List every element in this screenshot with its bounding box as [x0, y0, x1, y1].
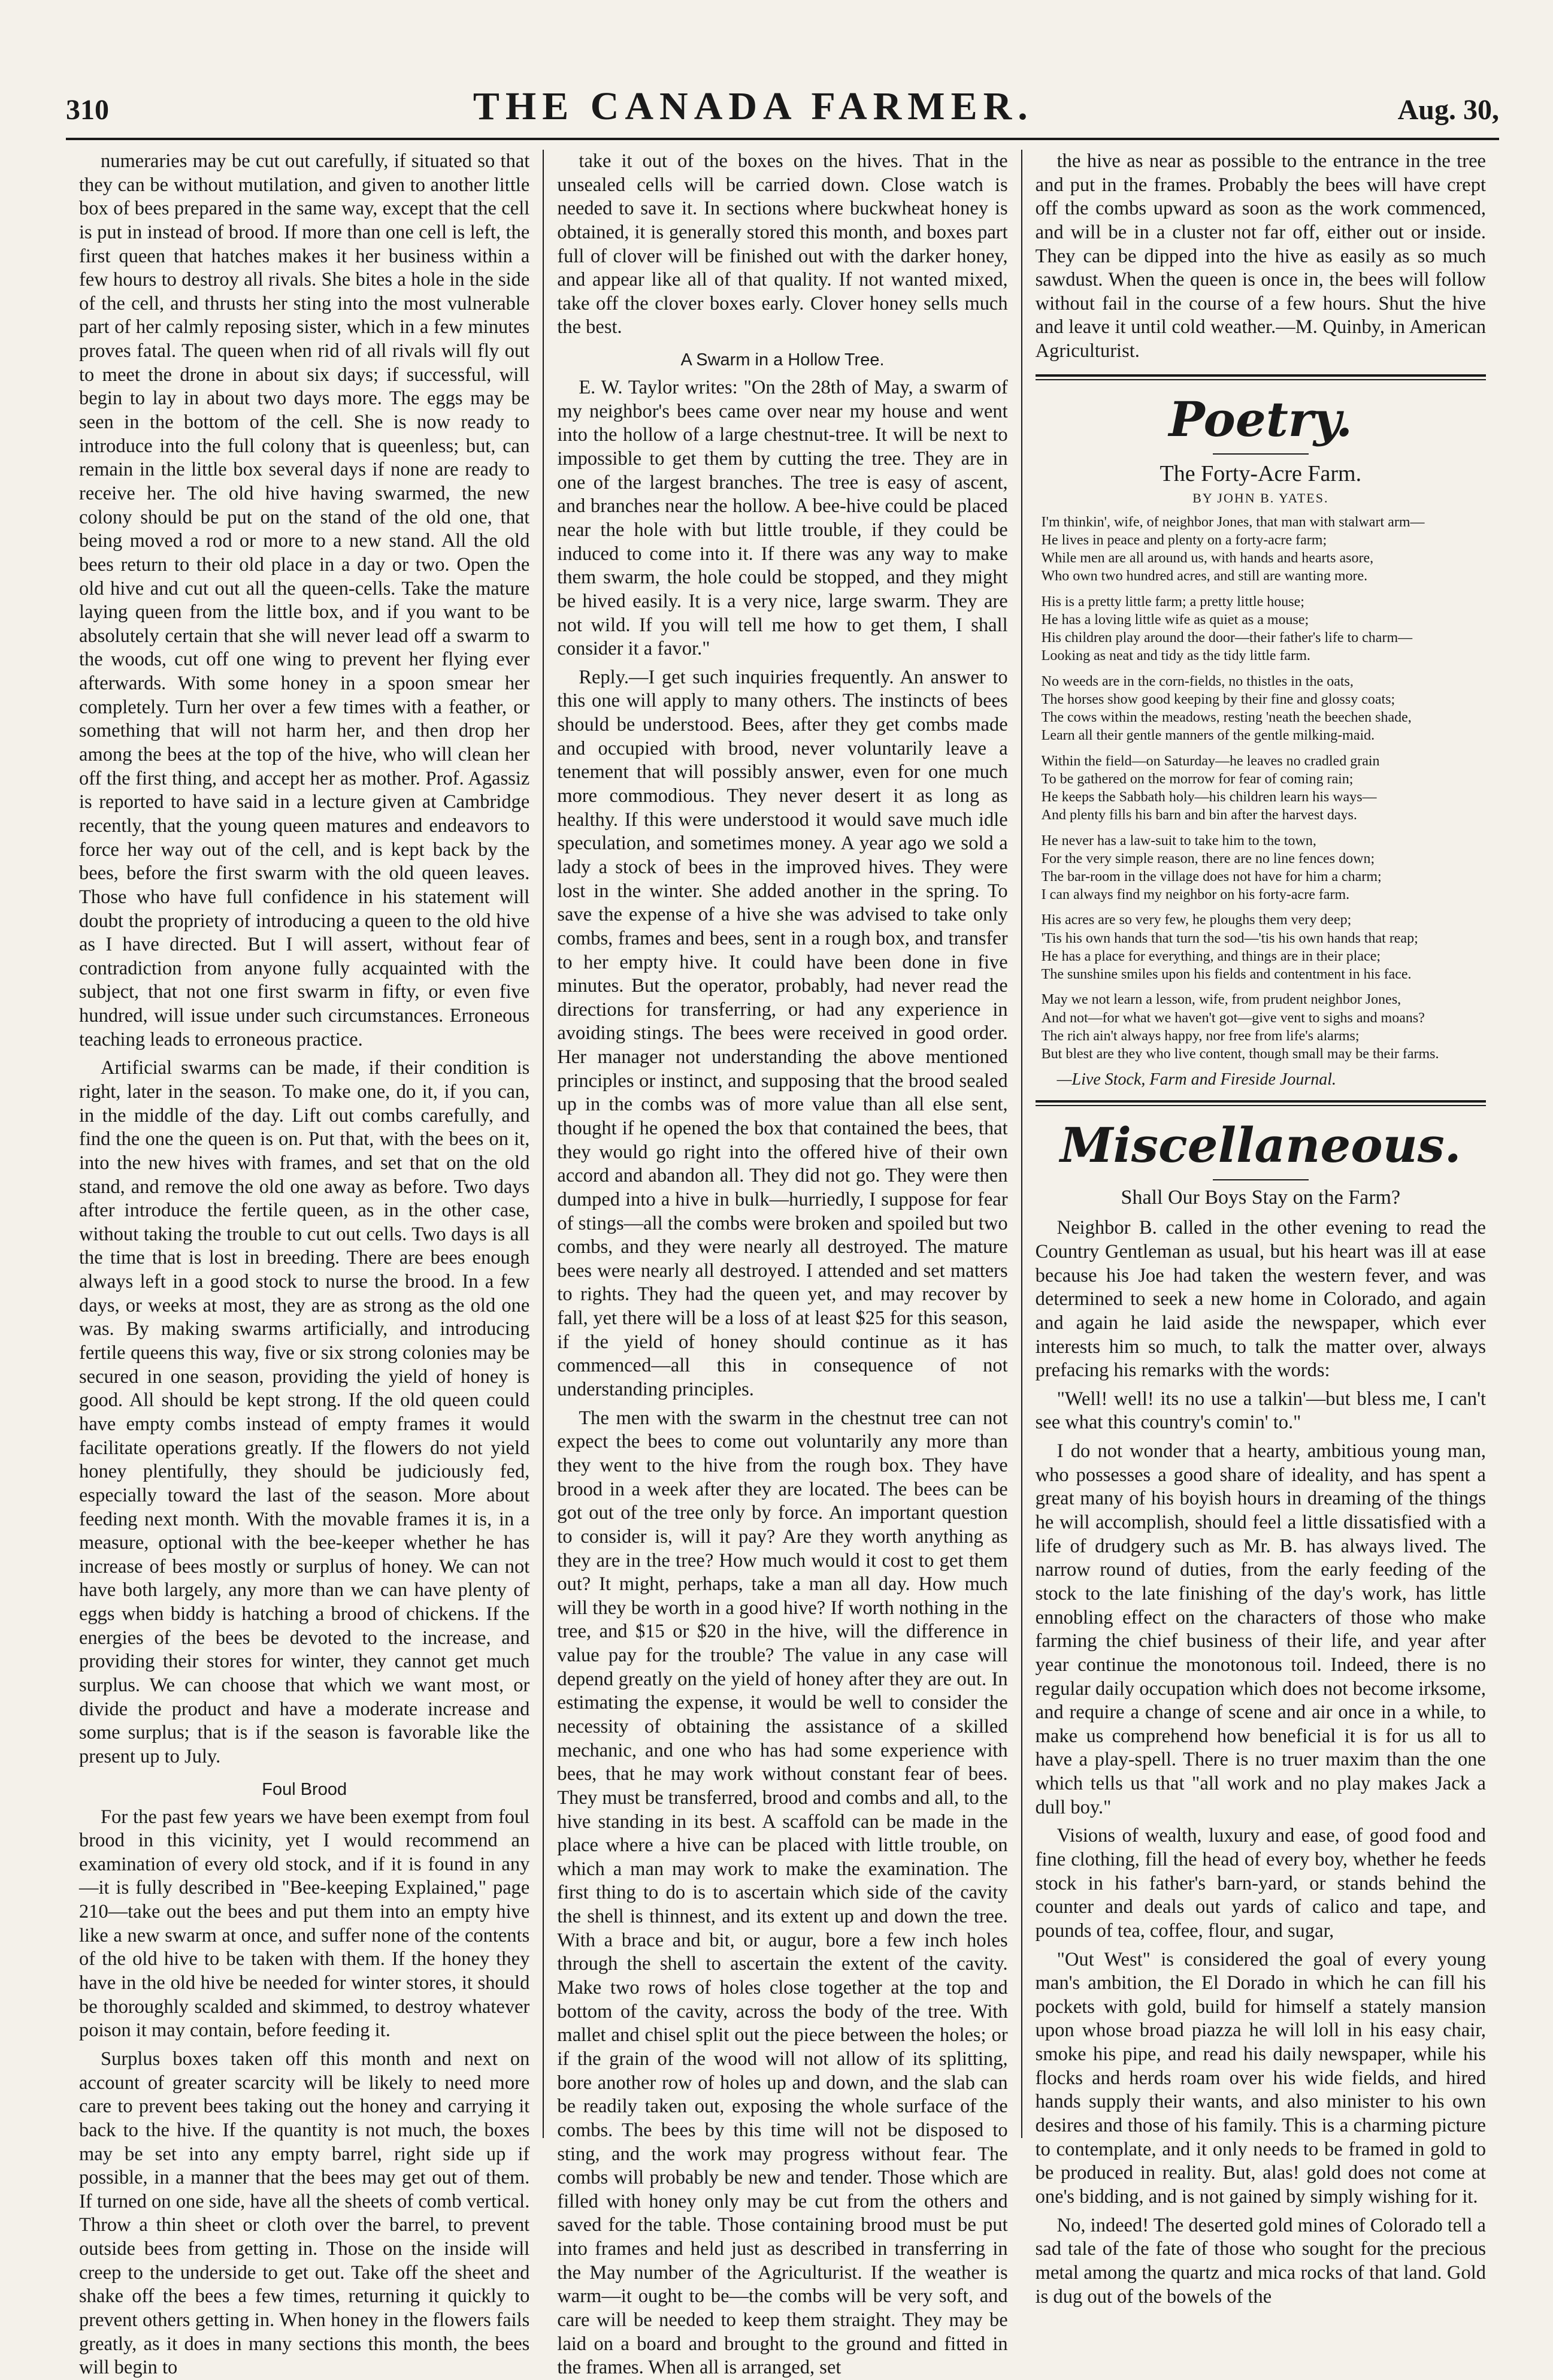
- poem-stanza: [1042, 752, 1486, 825]
- poem-line: I'm thinkin', wife, of neighbor Jones, that man with stalwart arm—: [1041, 514, 1425, 530]
- poem-line: The bar-room in the village does not have for him a charm;: [1041, 868, 1382, 885]
- page-number: 310: [66, 94, 109, 126]
- poem-line: He keeps the Sabbath holy—his children learn his ways—: [1041, 789, 1377, 806]
- paragraph: Artificial swarms can be made, if their condition is right, later in the season. To make one, do it, if you can, in the middle of the day. Lift out combs carefully, and find the one the queen is on. Put that, with the bees on it, into the new hives with frames, and set that on the old stand, and remove the old one away as before. Two days after introduce the fertile queen, as in the other case, without taking the trouble to cut out cells. Two days is all the time that is lost in breeding. There are bees enough always left in a good stock to nurse the brood. In a few days, or weeks at most, they are as strong as the old one was. By making swarms artificially, and introducing fertile queens this way, five or six strong colonies may be secured in one season, providing the yield of honey is good. All should be kept strong. If the old queen could have empty combs instead of empty frames it would facilitate operations greatly. If the flowers do not yield honey plentifully, they should be judiciously fed, especially toward the last of the season. More about feeding next month. With the movable frames it is, in a measure, optional with the bee-keeper whether he has increase of bees mostly or surplus of honey. We can not have both largely, any more than we can have plenty of eggs when biddy is hatching a brood of chickens. If the energies of the bees be devoted to the increase, and providing their stores for winter, they cannot get much surplus. We can choose that which we want most, or divide the product and have a moderate increase and some surplus; that is if the season is favorable like the present up to July.: [79, 1057, 530, 1767]
- paragraph: Surplus boxes taken off this month and next on account of greater scarcity will be likely to need more care to prevent bees taking out the honey and carrying it back to the hive. If the quantity is not much, the boxes may be set into any empty barrel, right side up if possible, in a manner that the bees may get out of them. If turned on one side, have all the sheets of comb vertical. Throw a thin sheet or cloth over the barrel, to prevent outside bees from getting in. Those on the inside will creep to the underside to get out. Take off the sheet and shake off the bees a few times, returning it quickly to prevent others getting in. When honey in the flowers fails greatly, as it does in many sections this month, the bees will begin to: [79, 2048, 530, 2379]
- divider: [1213, 453, 1309, 455]
- section-title-poetry: Poetry.: [1168, 390, 1353, 447]
- poem-line: While men are all around us, with hands and hearts asore,: [1041, 550, 1374, 567]
- newspaper-title: THE CANADA FARMER.: [473, 84, 1034, 128]
- poem-byline: BY JOHN B. YATES.: [1192, 490, 1329, 505]
- column-2: [543, 150, 1021, 2379]
- divider: [1213, 1179, 1309, 1180]
- poem-line: He lives in peace and plenty on a forty-acre farm;: [1041, 532, 1327, 548]
- paragraph: For the past few years we have been exempt from foul brood in this vicinity, yet I would recommend an examination of every old stock, and if it is found in any—it is fully described in "Bee-keeping Explained," page 210—take out the bees and put them into an empty hive like a new swarm at once, and suffer none of the contents of the old hive to be taken with them. If the honey they have in the old hive be needed for winter stores, it should be thoroughly scalded and skimmed, to destroy whatever poison it may contain, before feeding it.: [79, 1806, 530, 2042]
- paragraph: No, indeed! The deserted gold mines of Colorado tell a sad tale of the fate of those who sought for the precious metal among the quartz and mica rocks of that land. Gold is dug out of the bowels of the: [1035, 2214, 1486, 2308]
- issue-date: Aug. 30,: [1397, 94, 1499, 126]
- poem-stanza: [1042, 832, 1486, 904]
- paragraph: E. W. Taylor writes: "On the 28th of May, a swarm of my neighbor's bees came over near my house and went into the hollow of a large chestnut-tree. It will be next to impossible to get them by cutting the tree. They are in one of the largest branches. The tree is easy of ascent, and branches near the hollow. A bee-hive could be placed near the hole with but little trouble, if they could be induced to come into it. If there was any way to make them swarm, the hole could be stopped, and they might be hived easily. It is a very nice, large swarm. They are not wild. If you will tell me how to get them, I shall consider it a favor.": [557, 377, 1008, 660]
- poem-stanza: [1042, 911, 1486, 983]
- poem-title: The Forty-Acre Farm.: [1160, 461, 1362, 486]
- column-1: [66, 150, 543, 2379]
- paragraph: I do not wonder that a hearty, ambitious young man, who possesses a good share of ideality, and has spent a great many of his boyish hours in dreaming of the things he will accomplish, should feel a little dissatisfied with a life of drudgery such as Mr. B. has always lived. The narrow round of duties, from the early feeding of the stock to the late finishing of the day's work, has little ennobling effect on the characters of those who make farming the chief business of their life, and year after year continue the monotonous toil. Indeed, there is no regular daily occupation which does not become irksome, and require a change of scene and air once in a while, to make us comprehend how beneficial it is for us all to have a play-spell. There is no truer maxim than the one which tells us that "all work and no play makes Jack a dull boy.": [1035, 1440, 1486, 1818]
- section-divider: [1036, 1100, 1486, 1106]
- poem-stanza: [1042, 673, 1486, 745]
- subheading-swarm-hollow-tree: A Swarm in a Hollow Tree.: [680, 350, 885, 370]
- poem-line: He has a loving little wife as quiet as a mouse;: [1041, 611, 1309, 628]
- poem-line: Within the field—on Saturday—he leaves no cradled grain: [1041, 753, 1380, 769]
- paragraph: numeraries may be cut out carefully, if situated so that they can be without mutilation, and given to another little box of bees prepared in the same way, except that the cell is put in instead of brood. If more than one cell is left, the first queen that hatches makes it her business within a few hours to destroy all rivals. She bites a hole in the side of the cell, and thrusts her sting into the most vulnerable part of her calmly reposing sister, which in a few minutes proves fatal. The queen when rid of all rivals will fly out to meet the drone in about six days; if successful, will begin to lay in about two days more. The eggs may be seen in the bottom of the cell. She is now ready to introduce into the full colony that is queenless; but, can remain in the little box several days if none are ready to receive her. The old hive having swarmed, the new colony should be put on the stand of the old one, that being moved a rod or more to a new stand. All the old bees return to their old place in a day or two. Open the old hive and cut out all the queen-cells. Take the mature laying queen from the little box, and if you want to be absolutely certain that she will never lead off a swarm to the woods, cut off one wing to prevent her flying ever afterwards. With some honey in a spoon smear her completely. Turn her over a few times with a feather, or something that will not harm her, and then drop her among the bees at the top of the hive, who will clean her off the first thing, and accept her as mother. Prof. Agassiz is reported to have said in a lecture given at Cambridge recently, that the young queen matures and endeavors to force her way out of the cell, and is kept back by the bees, before the first swarm with the old queen leaves. Those who have full confidence in his statement will doubt the propriety of introducing a queen to the old hive as I have directed. But I will assert, without fear of contradiction from anyone fully acquainted with the subject, that not one first swarm in fifty, or even five hundred, will issue under such circumstances. Erroneous teaching leads to erroneous practice.: [79, 150, 530, 1050]
- poem-stanza: [1042, 513, 1486, 586]
- poem-line: His is a pretty little farm; a pretty little house;: [1041, 594, 1304, 610]
- poem-line: And not—for what we haven't got—give vent to sighs and moans?: [1041, 1010, 1425, 1026]
- poem-line: Who own two hundred acres, and still are wanting more.: [1041, 568, 1368, 585]
- poem-line: His acres are so very few, he ploughs them very deep;: [1041, 912, 1352, 928]
- poem-line: Learn all their gentle manners of the gentle milking-maid.: [1041, 728, 1375, 744]
- column-3: [1021, 150, 1499, 2308]
- poem-stanza: [1042, 593, 1486, 665]
- poem-line: He never has a law-suit to take him to the town,: [1041, 832, 1316, 849]
- poem-line: And plenty fills his barn and bin after the harvest days.: [1041, 807, 1357, 823]
- poem-line: His children play around the door—their father's life to charm—: [1041, 630, 1413, 646]
- poem-line: The horses show good keeping by their fine and glossy coats;: [1041, 691, 1395, 707]
- paragraph: Reply.—I get such inquiries frequently. An answer to this one will apply to many others. The instincts of bees should be understood. Bees, after they get combs made and occupied with brood, never voluntarily leave a tenement that will possibly answer, even for one much more commodious. They never desert it as long as healthy. If this were understood it would save much idle speculation, and sometimes money. A year ago we sold a lady a stock of bees in the improved hives. They were lost in the winter. She added another in the spring. To save the expense of a hive she was advised to take only combs, frames and bees, sent in a rough box, and transfer to her empty hive. It could have been done in five minutes. But the operator, probably, had never read the directions for transferring, or had any experience in avoiding stings. The bees were received in good order. Her manager not understanding the above mentioned principles or instinct, and supposing that the brood sealed up in the combs was of more value than all else sent, thought if he opened the box that contained the bees, that they would go right into the offered hive of their own accord and abandon all. They did not go. They were then dumped into a hive in bulk—hurriedly, I suppose for fear of stings—all the combs were broken and spoiled but two combs, and they were nearly all destroyed. The mature bees were nearly all destroyed. I attended and set matters to rights. They had the queen yet, and may recover by fall, yet there will be a loss of at least $25 for this season, if the yield of honey should continue as it has commenced—all this in consequence of not understanding principles.: [557, 666, 1008, 1401]
- paragraph: take it out of the boxes on the hives. That in the unsealed cells will be carried down. Close watch is needed to save it. In sections where buckwheat honey is obtained, it is generally stored this month, and boxes part full of clover will be finished out with the darker honey, and appear like all of that quality. If not wanted mixed, take off the clover boxes early. Clover honey sells much the best.: [557, 150, 1008, 338]
- poem-line: May we not learn a lesson, wife, from prudent neighbor Jones,: [1041, 992, 1401, 1008]
- poem-line: The rich ain't always happy, nor free from life's alarms;: [1041, 1028, 1360, 1044]
- poem-line: To be gathered on the morrow for fear of coming rain;: [1041, 771, 1354, 787]
- poem-stanza: [1042, 991, 1486, 1063]
- subheading-foul-brood: Foul Brood: [262, 1779, 347, 1799]
- poem-line: Looking as neat and tidy as the tidy little farm.: [1041, 648, 1310, 664]
- paragraph: Neighbor B. called in the other evening to read the Country Gentleman as usual, but his heart was ill at ease because his Joe had taken the western fever, and was determined to seek a new home in Colorado, and again and again he laid aside the newspaper, which ever interests him so much, to talk the matter over, always prefacing his remarks with the words:: [1035, 1217, 1486, 1382]
- paragraph: The men with the swarm in the chestnut tree can not expect the bees to come out voluntarily any more than they went to the hive from the rough box. They have brood in a week after they are located. The bees can be got out of the tree only by force. An important question to consider is, will it pay? Are they worth anything as they are in the tree? How much would it cost to get them out? It might, perhaps, take a man all day. How much will they be worth in a good hive? If worth nothing in the tree, and $15 or $20 in the hive, will the difference in value pay for the trouble? The value in any case will depend greatly on the yield of honey after they are out. In estimating the expense, it would be well to consider the necessity of obtaining the assistance of a skilled mechanic, and one who has had some experience with bees, that he may work without constant fear of bees. They must be transferred, brood and combs and all, to the hive standing in its best. A scaffold can be made in the place where a hive can be placed with little trouble, on which a man may work to make the examination. The first thing to do is to ascertain which side of the cavity the shell is thinnest, and its extent up and down the tree. With a brace and bit, or augur, bore a few inch holes through the shell to ascertain the extent of the cavity. Make two rows of holes close together at the top and bottom of the cavity, across the body of the tree. With mallet and chisel split out the piece between the holes; or if the grain of the wood will not allow of its splitting, bore another row of holes up and down, and the slab can be readily taken out, exposing the whole surface of the combs. The bees by this time will not be disposed to sting, and the work may progress without fear. The combs will probably be new and tender. Those which are filled with honey only may be cut from the others and saved for the table. Those containing brood must be put into frames and held just as described in transferring in the May number of the Agriculturist. If the weather is warm—it ought to be—the combs will be very soft, and care will be needed to keep them straight. They may be laid on a board and brought to the ground and fitted in the frames. When all is arranged, set: [557, 1407, 1008, 2379]
- paragraph: "Out West" is considered the goal of every young man's ambition, the El Dorado in which he can fill his pockets with gold, build for himself a stately mansion upon whose broad piazza he will loll in his easy chair, smoke his pipe, and read his daily newspaper, while his flocks and herds roam over his wide fields, and hired hands supply their wants, and also minister to his own desires and those of his family. This is a charming picture to contemplate, and it only needs to be framed in gold to be produced in reality. But, alas! gold does not come at one's bidding, and is not gained by simply wishing for it.: [1035, 1948, 1486, 2208]
- paragraph: the hive as near as possible to the entrance in the tree and put in the frames. Probably the bees will have crept off the combs upward as soon as the work commenced, and will be in a cluster not far off, either out or inside. They can be dipped into the hive as easily as so much sawdust. When the queen is once in, the bees will follow without fail in the course of a few hours. Shut the hive and leave it until cold weather.—M. Quinby, in American Agriculturist.: [1035, 150, 1486, 362]
- poem-line: The sunshine smiles upon his fields and contentment in his face.: [1041, 967, 1412, 983]
- poem-line: 'Tis his own hands that turn the sod—'tis his own hands that reap;: [1041, 930, 1418, 946]
- article-title: Shall Our Boys Stay on the Farm?: [1121, 1186, 1401, 1209]
- columns: [66, 150, 1499, 2379]
- poem-source: —Live Stock, Farm and Fireside Journal.: [1056, 1070, 1336, 1089]
- poem-line: But blest are they who live content, though small may be their farms.: [1041, 1046, 1439, 1062]
- poem-line: He has a place for everything, and things are in their place;: [1041, 948, 1381, 964]
- poem-line: No weeds are in the corn-fields, no thistles in the oats,: [1041, 673, 1354, 689]
- paragraph: Visions of wealth, luxury and ease, of good food and fine clothing, fill the head of every boy, whether he feeds stock in his father's barn-yard, or stands behind the counter and deals out yards of calico and tape, and pounds of tea, coffee, flour, and sugar,: [1035, 1825, 1486, 1942]
- masthead: [66, 84, 1499, 140]
- poem-line: The cows within the meadows, resting 'neath the beechen shade,: [1041, 710, 1412, 726]
- section-divider: [1036, 374, 1486, 380]
- poem-line: For the very simple reason, there are no line fences down;: [1041, 850, 1375, 867]
- poem-line: I can always find my neighbor on his forty-acre farm.: [1041, 887, 1350, 903]
- paragraph: "Well! well! its no use a talkin'—but bless me, I can't see what this country's comin' to.": [1035, 1388, 1486, 1434]
- section-title-miscellaneous: Miscellaneous.: [1059, 1117, 1461, 1174]
